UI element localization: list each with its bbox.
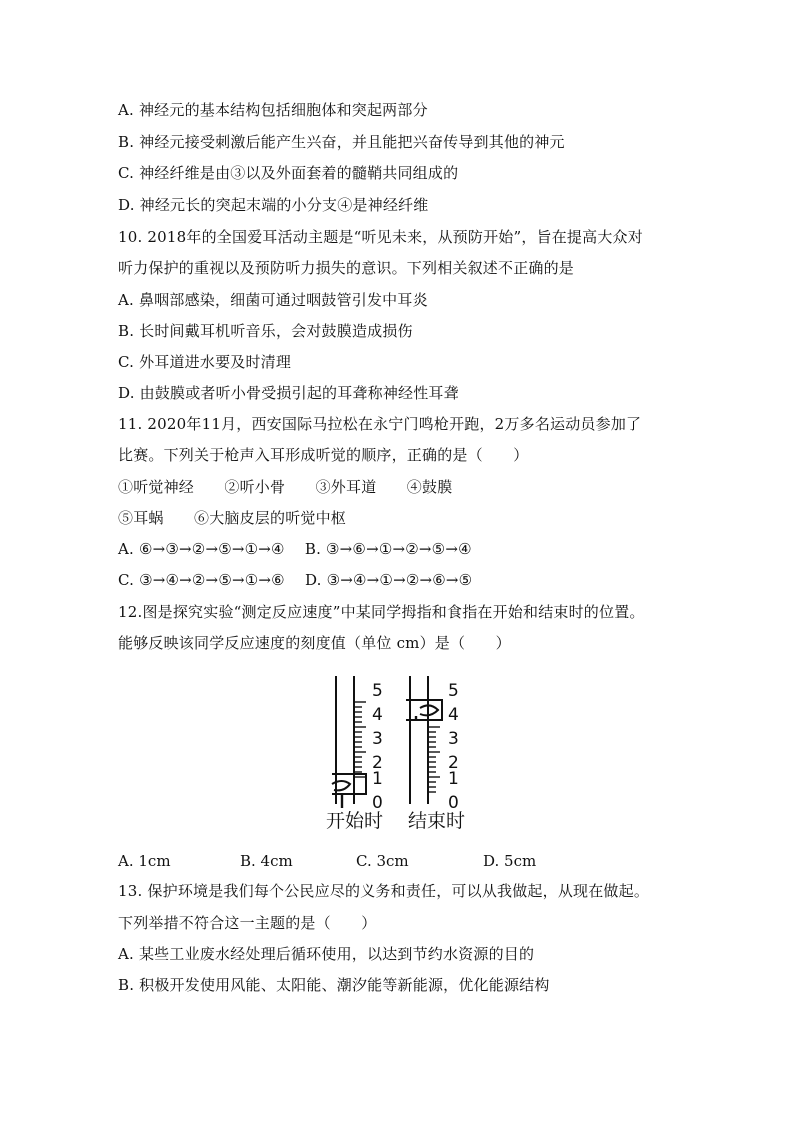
q12-stem-line2: 能够反映该同学反应速度的刻度值（单位 cm）是（ ） [118,634,511,652]
q11-items-line2: ⑤耳蜗 ⑥大脑皮层的听觉中枢 [118,509,347,527]
scale-label-1-end: 1 [448,769,459,789]
q10-stem-line1: 10. 2018年的全国爱耳活动主题是“听见未来，从预防开始”，旨在提高大众对 [118,228,643,246]
q10-stem-line2: 听力保护的重视以及预防听力损失的意识。下列相关叙述不正确的是 [118,259,575,277]
scale-label-0-end: 0 [448,793,459,812]
q11-options-line1: A. ⑥→③→②→⑤→①→④ B. ③→⑥→①→②→⑤→④ [118,540,472,558]
ruler-end [406,676,442,804]
q9-option-a: A. 神经元的基本结构包括细胞体和突起两部分 [118,101,428,119]
q11-stem-line1: 11. 2020年11月，西安国际马拉松在永宁门鸣枪开跑，2万多名运动员参加了 [118,415,642,433]
scale-label-5-end: 5 [448,681,459,701]
q13-option-b: B. 积极开发使用风能、太阳能、潮汐能等新能源，优化能源结构 [118,976,550,994]
q9-option-c: C. 神经纤维是由③以及外面套着的髓鞘共同组成的 [118,164,459,182]
scale-label-3-end: 3 [448,729,459,749]
q13-stem-line1: 13. 保护环境是我们每个公民应尽的义务和责任，可以从我做起，从现在做起。 [118,882,650,900]
caption-start: 开始时 [326,810,384,832]
scale-label-2-end: 2 [448,753,459,773]
scale-label-0-start: 0 [372,793,383,812]
q12-stem-line1: 12.图是探究实验“测定反应速度”中某同学拇指和食指在开始和结束时的位置。 [118,603,645,621]
q10-option-a: A. 鼻咽部感染，细菌可通过咽鼓管引发中耳炎 [118,291,428,309]
q10-option-d: D. 由鼓膜或者听小骨受损引起的耳聋称神经性耳聋 [118,384,459,402]
q12-option-d: D. 5cm [483,852,537,870]
q10-option-b: B. 长时间戴耳机听音乐，会对鼓膜造成损伤 [118,322,413,340]
scale-label-4-start: 4 [372,705,383,725]
q13-option-a: A. 某些工业废水经处理后循环使用，以达到节约水资源的目的 [118,945,535,963]
q10-option-c: C. 外耳道进水要及时清理 [118,353,292,371]
q12-option-a: A. 1cm [118,852,171,870]
scale-label-1-start: 1 [372,769,383,789]
caption-end: 结束时 [408,810,466,832]
ruler-start [332,676,366,808]
q9-option-b: B. 神经元接受刺激后能产生兴奋，并且能把兴奋传导到其他的神元 [118,133,565,151]
q11-stem-line2: 比赛。下列关于枪声入耳形成听觉的顺序，正确的是（ ） [118,446,529,464]
scale-label-3-start: 3 [372,729,383,749]
q9-option-d: D. 神经元长的突起末端的小分支④是神经纤维 [118,196,429,214]
q11-items-line1: ①听觉神经 ②听小骨 ③外耳道 ④鼓膜 [118,478,453,496]
q12-option-c: C. 3cm [356,852,409,870]
q11-options-line2: C. ③→④→②→⑤→①→⑥ D. ③→④→①→②→⑥→⑤ [118,571,473,589]
scale-label-2-start: 2 [372,753,383,773]
scale-label-5-start: 5 [372,681,383,701]
q13-stem-line2: 下列举措不符合这一主题的是（ ） [118,914,377,932]
q12-option-b: B. 4cm [240,852,293,870]
scale-label-4-end: 4 [448,705,459,725]
